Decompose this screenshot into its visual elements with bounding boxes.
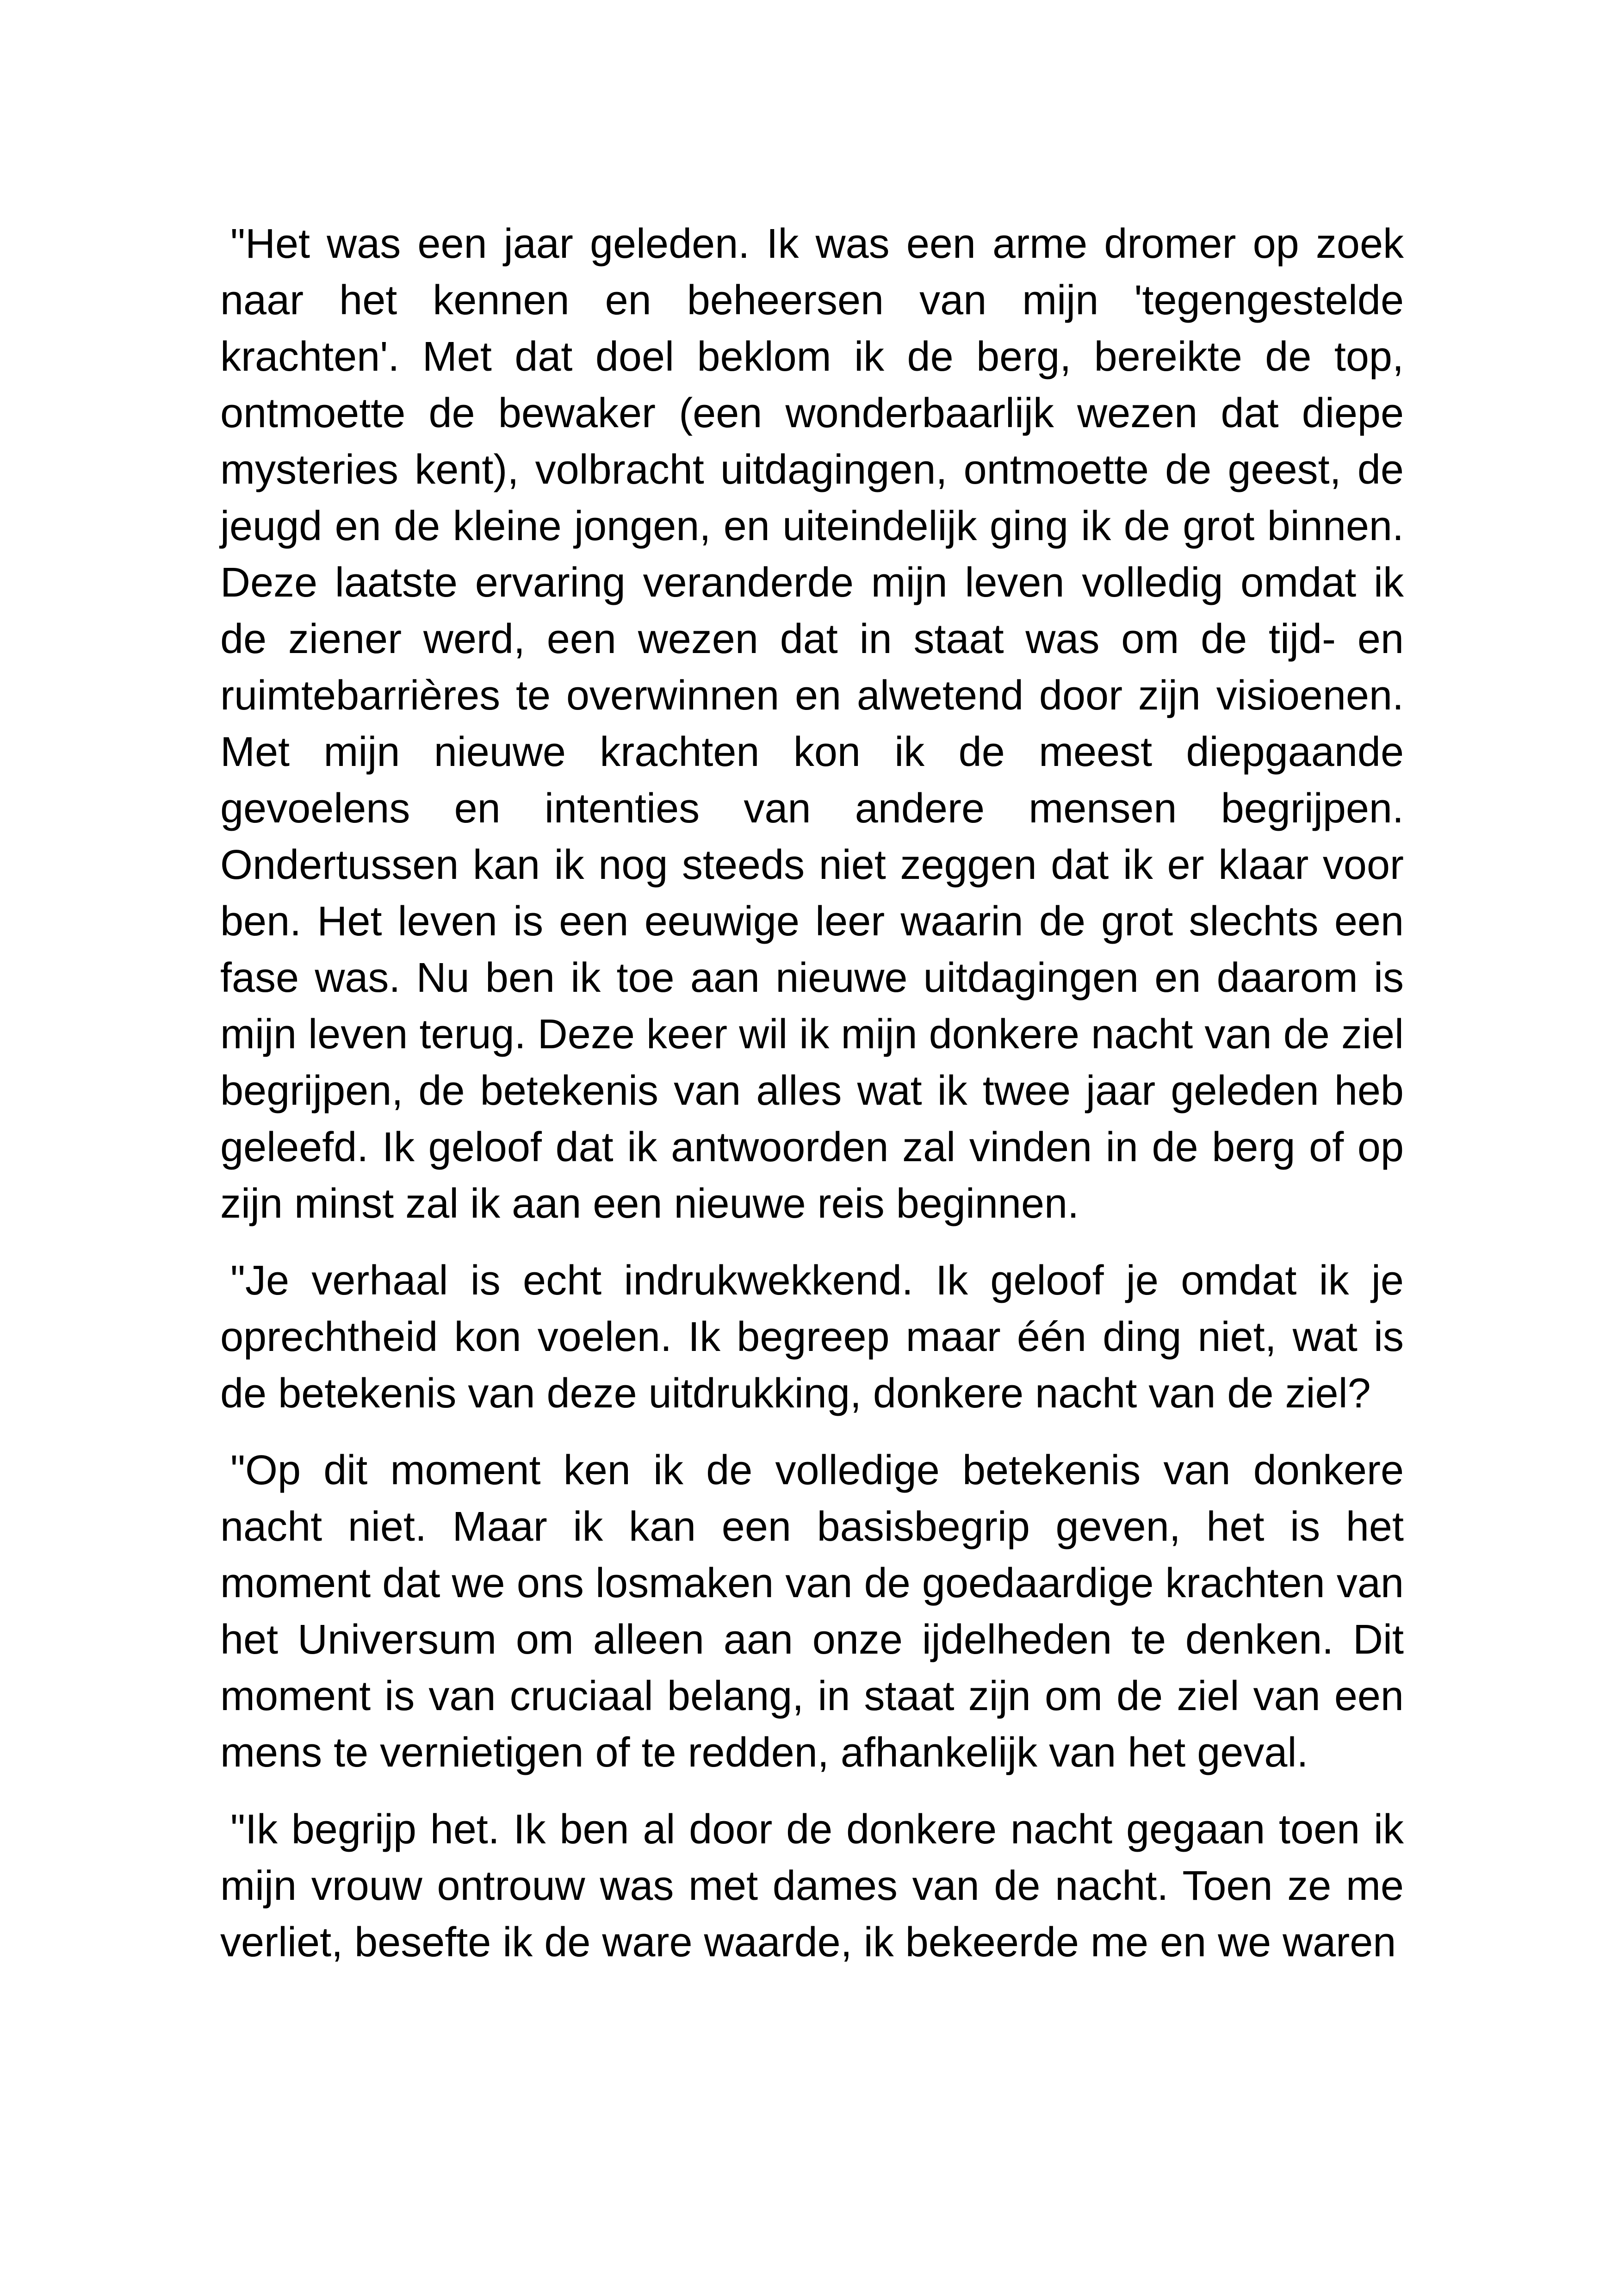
body-text bbox=[220, 216, 1404, 1991]
paragraph-3: "Op dit moment ken ik de volledige betekenis van donkere nacht niet. Maar ik kan een basisbegrip geven, het is het moment dat we ons losmaken van de goedaardige krachten van het Universum om alleen aan onze ijdelheden te denken. Dit moment is van cruciaal belang, in staat zijn om de ziel van een mens te vernietigen of te redden, afhankelijk van het geval. bbox=[220, 1447, 1404, 1776]
paragraph-1: "Het was een jaar geleden. Ik was een arme dromer op zoek naar het kennen en beheersen van mijn 'tegengestelde krachten'. Met dat doel beklom ik de berg, bereikte de top, ontmoette de bewaker (een wonderbaarlijk wezen dat diepe mysteries kent), volbracht uitdagingen, ontmoette de geest, de jeugd en de kleine jongen, en uiteindelijk ging ik de grot binnen. Deze laatste ervaring veranderde mijn leven volledig omdat ik de ziener werd, een wezen dat in staat was om de tijd- en ruimtebarrières te overwinnen en alwetend door zijn visioenen. Met mijn nieuwe krachten kon ik de meest diepgaande gevoelens en intenties van andere mensen begrijpen. Ondertussen kan ik nog steeds niet zeggen dat ik er klaar voor ben. Het leven is een eeuwige leer waarin de grot slechts een fase was. Nu ben ik toe aan nieuwe uitdagingen en daarom is mijn leven terug. Deze keer wil ik mijn donkere nacht van de ziel begrijpen, de betekenis van alles wat ik twee jaar geleden heb geleefd. Ik geloof dat ik antwoorden zal vinden in de berg of op zijn minst zal ik aan een nieuwe reis beginnen. bbox=[220, 221, 1404, 1227]
paragraph-4: "Ik begrijp het. Ik ben al door de donkere nacht gegaan toen ik mijn vrouw ontrouw was met dames van de nacht. Toen ze me verliet, besefte ik de ware waarde, ik bekeerde me en we waren bbox=[220, 1806, 1404, 1966]
paragraph-2: "Je verhaal is echt indrukwekkend. Ik geloof je omdat ik je oprechtheid kon voelen. Ik begreep maar één ding niet, wat is de betekenis van deze uitdrukking, donkere nacht van de ziel? bbox=[220, 1257, 1404, 1417]
